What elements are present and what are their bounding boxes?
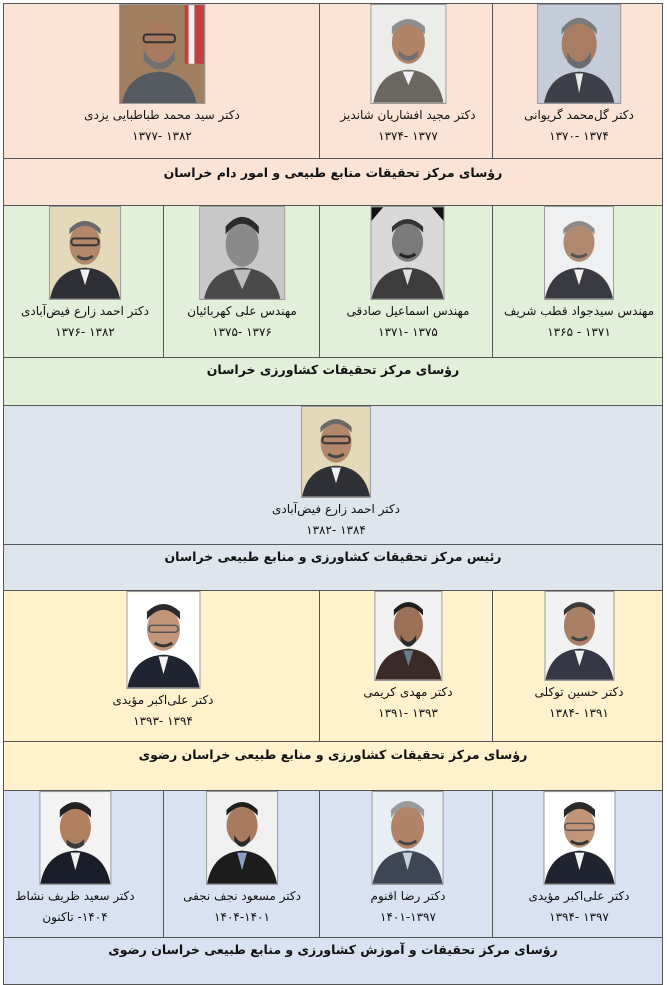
portrait-photo <box>544 206 614 300</box>
portrait-photo <box>372 791 444 885</box>
portrait-photo <box>544 591 614 681</box>
section-title <box>4 158 662 207</box>
directors-table <box>3 3 663 985</box>
person-years: ۱۳۷۴ -۱۳۷۰ <box>549 129 609 143</box>
person-card <box>504 206 654 339</box>
person-card <box>187 206 297 339</box>
portrait-photo <box>537 4 621 104</box>
section-title-text: رؤسای مرکز تحقیقات کشاورزی خراسان <box>206 362 460 377</box>
portrait-photo <box>49 206 121 300</box>
person-card <box>347 206 470 339</box>
section-title-text: رؤسای مرکز تحقیقات منابع طبیعی و امور دام خراسان <box>163 165 503 180</box>
person-name: مهندس اسماعیل صادقی <box>346 304 470 318</box>
section-natural-resources <box>3 3 663 206</box>
person-name: دکتر احمد زارع فیض‌آبادی <box>21 304 149 318</box>
portrait-photo <box>199 206 285 300</box>
person-years: ۱۴۰۴-۱۴۰۱ <box>214 910 270 924</box>
section-agricultural-research <box>3 206 663 406</box>
person-card <box>371 791 446 924</box>
section-title <box>4 544 662 591</box>
portrait-photo <box>543 791 615 885</box>
person-card <box>21 206 149 339</box>
portrait-photo <box>206 791 278 885</box>
person-name: مهندس سیدجواد قطب شریف <box>503 304 655 318</box>
section-title <box>4 357 662 406</box>
section-title-text: رؤسای مرکز تحقیقات کشاورزی و منابع طبیعی خراسان رضوی <box>138 747 528 762</box>
section-title-text: رؤسای مرکز تحقیقات و آموزش کشاورزی و منابع طبیعی خراسان رضوی <box>108 942 558 957</box>
person-name: مهندس علی کهربائیان <box>187 304 297 318</box>
portrait-photo <box>39 791 111 885</box>
section-title <box>4 741 662 791</box>
person-card <box>112 591 213 728</box>
person-name: دکتر مسعود نجف نجفی <box>183 889 301 903</box>
person-card <box>524 4 634 143</box>
portrait-photo <box>371 206 445 300</box>
person-card <box>272 406 400 537</box>
person-card <box>15 791 134 924</box>
person-years: ۱۴۰۴- تاکنون <box>42 910 108 924</box>
person-years: ۱۳۹۴ -۱۳۹۳ <box>133 714 193 728</box>
person-years: ۱۳۷۵ -۱۳۷۱ <box>378 325 438 339</box>
person-name: دکتر مجید افشاریان شاندیز <box>340 108 476 122</box>
person-name: دکتر گل‌محمد گریوانی <box>524 108 634 122</box>
section-title <box>4 937 662 985</box>
section-research-education <box>3 791 663 985</box>
person-years: ۱۳۷۱ - ۱۳۶۵ <box>547 325 611 339</box>
person-years: ۱۳۹۱ -۱۳۸۴ <box>549 706 609 720</box>
person-card <box>363 591 452 720</box>
person-name: دکتر رضا اقنوم <box>370 889 446 903</box>
person-years: ۱۳۸۲ -۱۳۷۶ <box>55 325 115 339</box>
portrait-photo <box>374 591 442 681</box>
section-khorasan-razavi <box>3 591 663 791</box>
person-years: ۱۳۸۴ -۱۳۸۲ <box>306 523 366 537</box>
portrait-photo <box>370 4 446 104</box>
person-years: ۱۳۸۲ -۱۳۷۷ <box>132 129 192 143</box>
person-years: ۱۳۷۶ -۱۳۷۵ <box>212 325 272 339</box>
person-card <box>534 591 623 720</box>
person-card <box>183 791 301 924</box>
person-years: ۱۳۹۷ -۱۳۹۴ <box>549 910 609 924</box>
person-name: دکتر سعید ظریف نشاط <box>15 889 135 903</box>
person-card <box>84 4 240 143</box>
person-name: دکتر حسین توکلی <box>534 685 624 699</box>
person-years: ۱۳۷۷ -۱۳۷۴ <box>378 129 438 143</box>
person-card <box>528 791 629 924</box>
section-title-text: رئیس مرکز تحقیقات کشاورزی و منابع طبیعی خراسان <box>164 549 502 564</box>
person-name: دکتر سید محمد طباطبایی یزدی <box>84 108 240 122</box>
portrait-photo <box>119 4 205 104</box>
person-years: ۱۴۰۱-۱۳۹۷ <box>380 910 436 924</box>
person-name: دکتر علی‌اکبر مؤیدی <box>528 889 630 903</box>
person-name: دکتر احمد زارع فیض‌آبادی <box>272 502 400 516</box>
portrait-photo <box>126 591 200 689</box>
portrait-photo <box>301 406 371 498</box>
section-agri-natural-resources <box>3 406 663 591</box>
person-name: دکتر علی‌اکبر مؤیدی <box>112 693 214 707</box>
person-card <box>340 4 475 143</box>
person-name: دکتر مهدی کریمی <box>363 685 453 699</box>
person-years: ۱۳۹۳ -۱۳۹۱ <box>378 706 438 720</box>
